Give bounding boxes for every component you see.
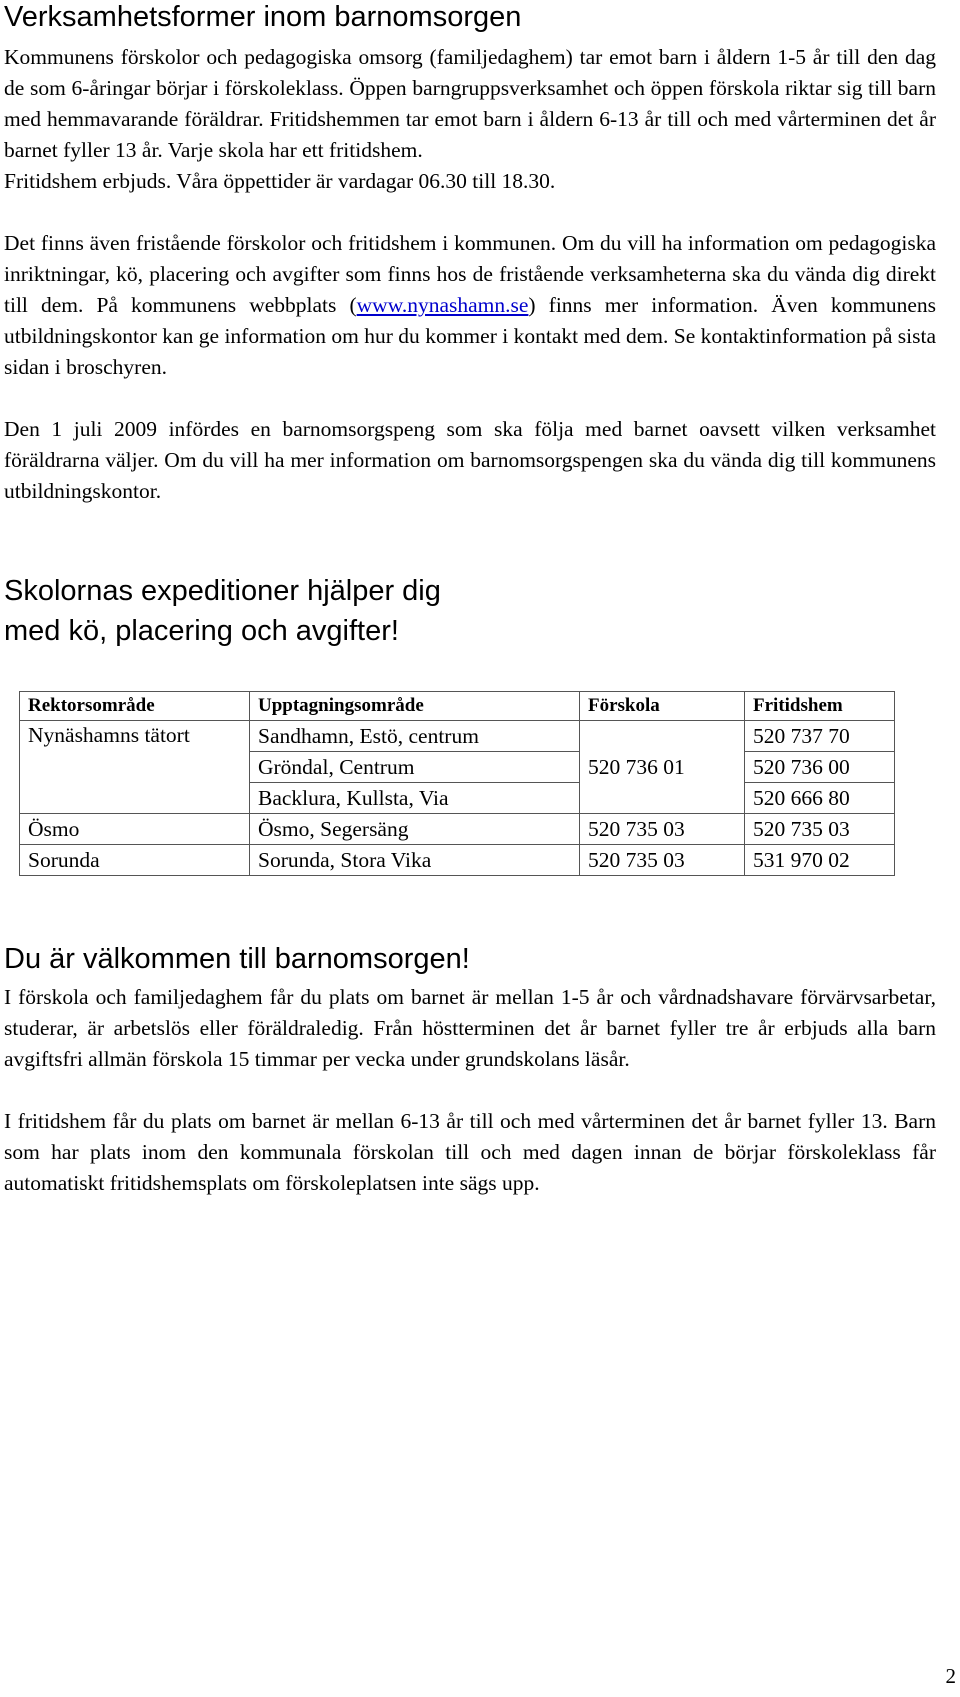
table-cell-fritids: 531 970 02	[745, 845, 895, 876]
table-row	[20, 721, 895, 752]
website-link[interactable]: www.nynashamn.se	[356, 293, 529, 317]
table-cell-fritids: 520 735 03	[745, 814, 895, 845]
table-cell-area: Nynäshamns tätort	[20, 721, 250, 814]
table-cell-upptag: Backlura, Kullsta, Via	[250, 783, 580, 814]
section-heading-expeditioner	[4, 571, 936, 651]
table-header-row	[20, 692, 895, 721]
paragraph-fristaende-text1: Det finns även fristående förskolor och fritidshem i kommunen. Om du vill ha information om pedagogiska inriktningar, kö, placering och avgifter som finns hos de fristående verksamheterna ska du vända dig direkt till dem. På kommunens webbplats (	[4, 231, 936, 317]
paragraph-barnomsorgspeng: Den 1 juli 2009 infördes en barnomsorgspeng som ska följa med barnet oavsett vilken verksamhet föräldrarna väljer. Om du vill ha mer information om barnomsorgspengen ska du vända dig till kommunens utbildningskontor.	[4, 417, 936, 503]
contact-table	[19, 691, 895, 876]
section-heading-valkommen: Du är välkommen till barnomsorgen!	[4, 943, 470, 975]
table-cell-forskola: 520 736 01	[580, 721, 745, 814]
column-header: Förskola	[580, 692, 745, 721]
paragraph-fritidshem: I fritidshem får du plats om barnet är mellan 6-13 år till och med vårterminen det år barnet fyller 13. Barn som har plats inom den kommunala förskolan till och med dagen innan de börjar förskoleklass får automatiskt fritidshemsplats om förskoleplatsen inte sägs upp.	[4, 1109, 936, 1195]
table-cell-fritids: 520 666 80	[745, 783, 895, 814]
table-cell-upptag: Ösmo, Segersäng	[250, 814, 580, 845]
table-cell-fritids: 520 737 70	[745, 721, 895, 752]
paragraph-fristaende-text2: ) finns mer information. Även kommunens utbildningskontor kan ge information om hur du kommer i kontakt med dem. Se kontaktinformation på sista sidan i broschyren.	[4, 293, 936, 379]
heading-line-1: Skolornas expeditioner hjälper dig	[4, 575, 441, 607]
table-cell-forskola: 520 735 03	[580, 845, 745, 876]
table-cell-area: Ösmo	[20, 814, 250, 845]
paragraph-verksamhetsformer: Kommunens förskolor och pedagogiska omsorg (familjedaghem) tar emot barn i åldern 1-5 år till den dag de som 6-åringar börjar i förskoleklass. Öppen barngruppsverksamhet och öppen förskola riktar sig till barn med hemmavarande föräldrar. Fritidshemmen tar emot barn i åldern 6-13 år till och med vårterminen det år barnet fyller 13 år. Varje skola har ett fritidshem.	[4, 45, 936, 162]
table-cell-forskola: 520 735 03	[580, 814, 745, 845]
paragraph-forskola: I förskola och familjedaghem får du plats om barnet är mellan 1-5 år och vårdnadshavare förvärvsarbetar, studerar, är arbetslös eller föräldraledig. Från höstterminen det år barnet fyller tre år erbjuds alla barn avgiftsfri allmän förskola 15 timmar per vecka under grundskolans läsår.	[4, 985, 936, 1071]
table-cell-area: Sorunda	[20, 845, 250, 876]
column-header: Rektorsområde	[20, 692, 250, 721]
table-row	[20, 814, 895, 845]
table-cell-fritids: 520 736 00	[745, 752, 895, 783]
column-header: Fritidshem	[745, 692, 895, 721]
paragraph-fristaende	[4, 228, 936, 383]
document-page	[4, 0, 936, 1199]
table-cell-upptag: Gröndal, Centrum	[250, 752, 580, 783]
table-row	[20, 845, 895, 876]
paragraph-oppettider: Fritidshem erbjuds. Våra öppettider är vardagar 06.30 till 18.30.	[4, 169, 556, 193]
table-cell-upptag: Sorunda, Stora Vika	[250, 845, 580, 876]
section-heading-verksamhetsformer: Verksamhetsformer inom barnomsorgen	[4, 1, 522, 33]
column-header: Upptagningsområde	[250, 692, 580, 721]
table-cell-upptag: Sandhamn, Estö, centrum	[250, 721, 580, 752]
heading-line-2: med kö, placering och avgifter!	[4, 615, 399, 647]
page-number: 2	[945, 1664, 956, 1688]
